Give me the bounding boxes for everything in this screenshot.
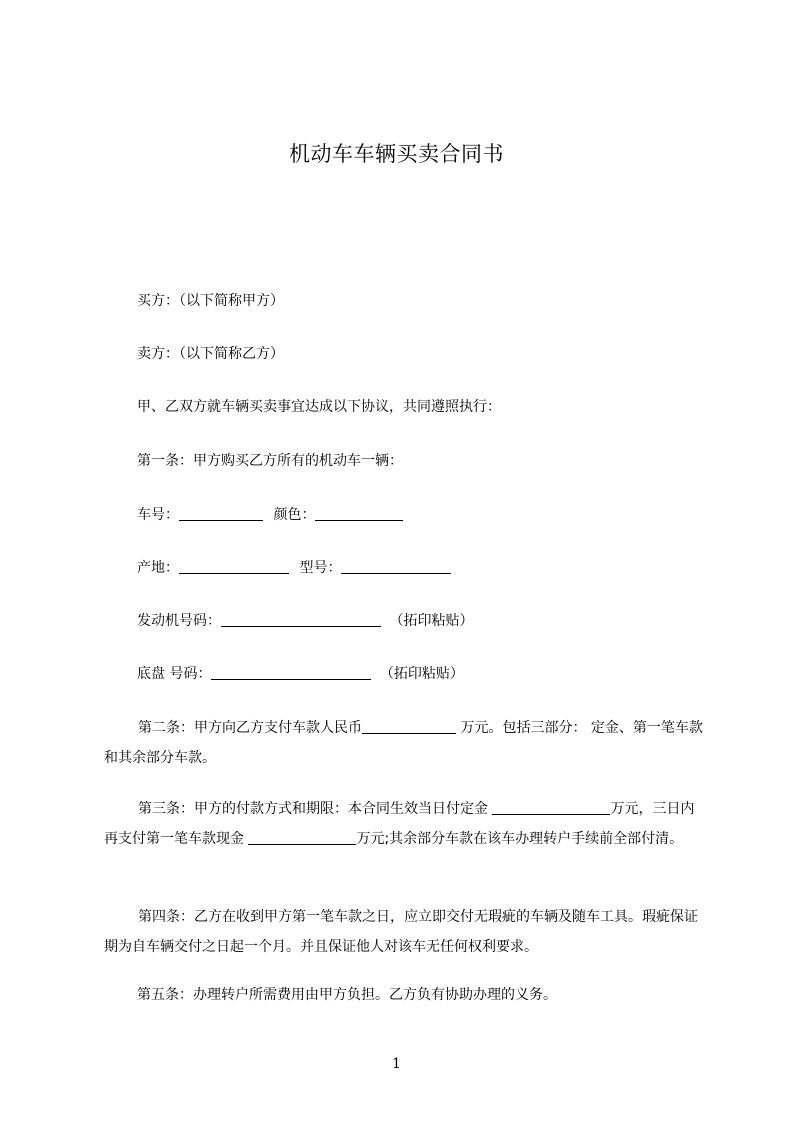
article-3-text-c: 万元;其余部分车款在该车办理转户手续前全部付清。	[356, 831, 684, 847]
contract-title: 机动车车辆买卖合同书	[289, 142, 504, 166]
article-3-text-a: 第三条：甲方的付款方式和期限：本合同生效当日付定金	[138, 801, 493, 817]
chassis-number-line	[137, 664, 464, 684]
engine-rubbing-note: （拓印粘贴）	[389, 613, 474, 629]
chassis-blank	[211, 665, 371, 680]
intro-line: 甲、乙双方就车辆买卖事宜达成以下协议，共同遵照执行：	[137, 399, 501, 415]
chassis-rubbing-note: （拓印粘贴）	[379, 666, 464, 682]
engine-label: 发动机号码：	[137, 613, 221, 629]
article-2-text-a: 第二条：甲方向乙方支付车款人民币	[138, 720, 362, 736]
article-3	[104, 794, 704, 854]
model-label: 型号：	[299, 560, 342, 576]
origin-label: 产地：	[137, 560, 179, 576]
chassis-label: 底盘 号码：	[137, 666, 212, 682]
first-payment-blank	[248, 830, 356, 845]
article-2-text-b: 万元。包括三部分： 定金、第一笔车款和其余部分车款。	[104, 720, 703, 766]
deposit-blank	[492, 800, 610, 815]
seller-line: 卖方：（以下简称乙方）	[137, 346, 284, 362]
article-3-text-b: 万元，三日内再支付第一笔车款现金	[104, 801, 695, 847]
plate-blank	[179, 506, 263, 521]
price-blank	[362, 719, 456, 734]
engine-blank	[221, 612, 381, 627]
plate-label: 车号：	[137, 507, 179, 523]
color-label: 颜色：	[273, 507, 316, 523]
plate-color-line	[137, 505, 403, 525]
article-2	[104, 713, 704, 773]
color-blank	[315, 506, 403, 521]
page-number: 1	[392, 1056, 401, 1072]
origin-model-line	[137, 558, 451, 578]
article-5: 第五条：办理转户所需费用由甲方负担。乙方负有协助办理的义务。	[137, 987, 557, 1003]
article-4: 第四条：乙方在收到甲方第一笔车款之日，应立即交付无瑕疵的车辆及随车工具。瑕疵保证期为自车辆交付之日起一个月。并且保证他人对该车无任何权利要求。	[104, 909, 698, 955]
buyer-line: 买方：（以下简称甲方）	[137, 293, 284, 309]
origin-blank	[179, 559, 289, 574]
article-1: 第一条：甲方购买乙方所有的机动车一辆：	[137, 453, 403, 469]
model-blank	[341, 559, 451, 574]
engine-number-line	[137, 611, 473, 631]
